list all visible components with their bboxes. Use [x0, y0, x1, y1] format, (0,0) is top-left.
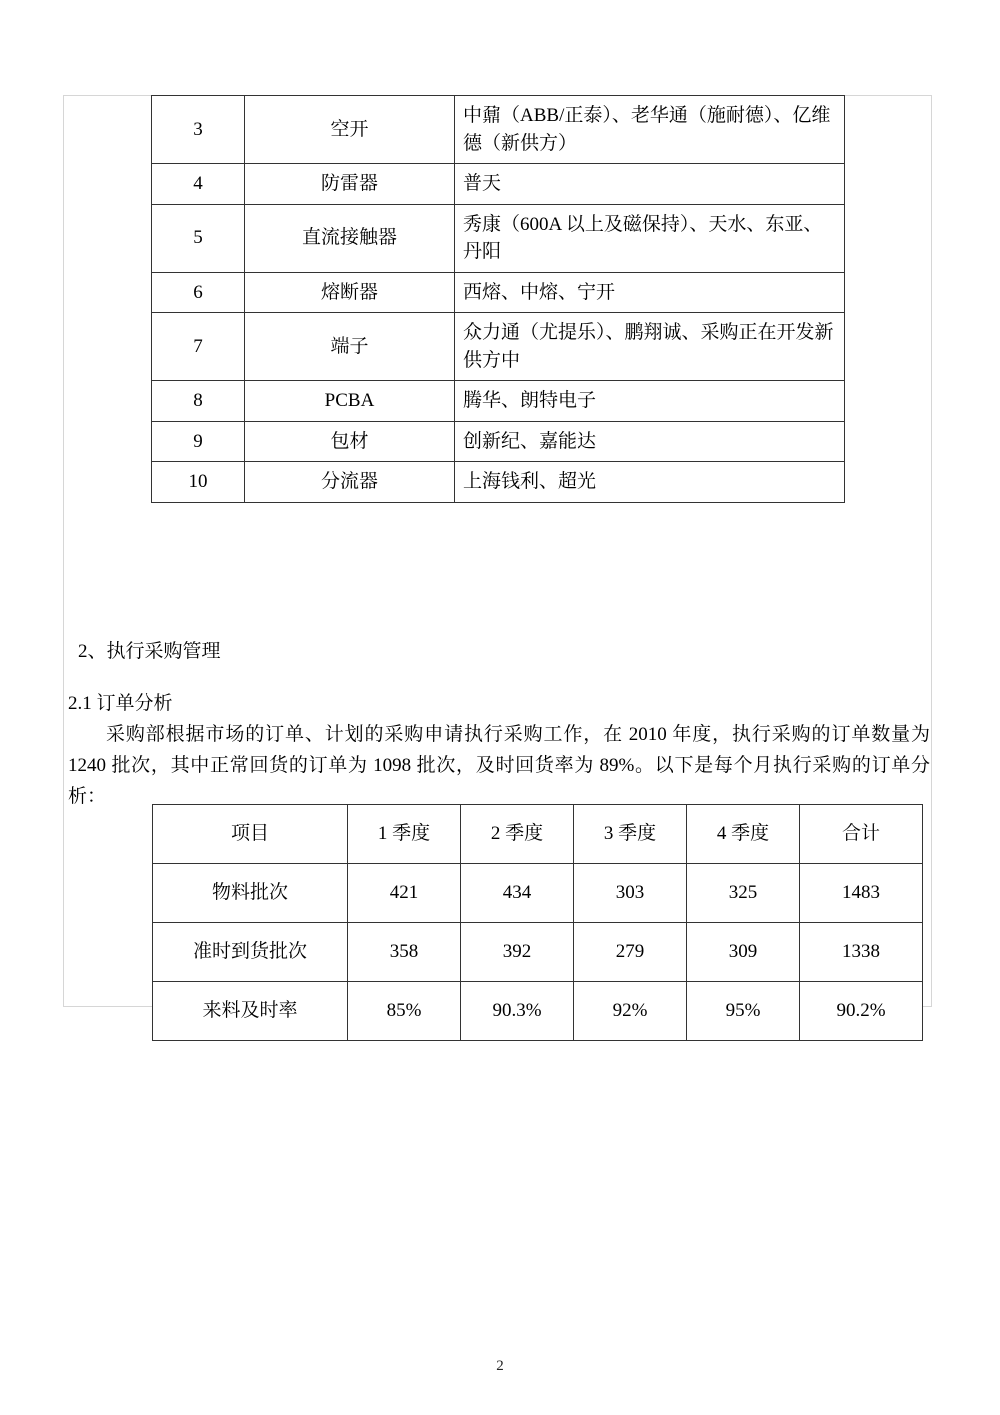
supplier-row-item: 防雷器 [245, 164, 455, 205]
order-cell-q2: 434 [461, 864, 574, 923]
order-cell-q4: 95% [687, 982, 800, 1041]
supplier-row-item: 直流接触器 [245, 204, 455, 272]
section-heading: 2、执行采购管理 [78, 641, 221, 662]
supplier-row-no: 4 [152, 164, 245, 205]
order-cell-q3: 303 [574, 864, 687, 923]
supplier-row-suppliers: 西熔、中熔、宁开 [455, 272, 845, 313]
table-row [152, 96, 845, 164]
order-header-q4: 4 季度 [687, 805, 800, 864]
supplier-row-item: PCBA [245, 381, 455, 422]
table-row [152, 462, 845, 503]
order-cell-q3: 279 [574, 923, 687, 982]
order-header-q2: 2 季度 [461, 805, 574, 864]
subsection-heading: 2.1 订单分析 [68, 693, 173, 714]
table-row [153, 982, 923, 1041]
supplier-row-suppliers: 上海钱利、超光 [455, 462, 845, 503]
order-cell-q1: 358 [348, 923, 461, 982]
order-header-q3: 3 季度 [574, 805, 687, 864]
supplier-row-suppliers: 创新纪、嘉能达 [455, 421, 845, 462]
supplier-row-no: 3 [152, 96, 245, 164]
body-paragraph: 采购部根据市场的订单、计划的采购申请执行采购工作，在 2010 年度，执行采购的订单数量为 1240 批次，其中正常回货的订单为 1098 批次，及时回货率为 89%。以下是每个月执行采购的订单分析： [68, 724, 935, 807]
table-row [152, 313, 845, 381]
supplier-row-no: 10 [152, 462, 245, 503]
table-row [153, 923, 923, 982]
order-header-total: 合计 [800, 805, 923, 864]
order-cell-q2: 392 [461, 923, 574, 982]
supplier-row-no: 5 [152, 204, 245, 272]
supplier-row-suppliers: 普天 [455, 164, 845, 205]
order-header-item: 项目 [153, 805, 348, 864]
supplier-row-suppliers: 众力通（尤提乐）、鹏翔诚、采购正在开发新供方中 [455, 313, 845, 381]
order-cell-q3: 92% [574, 982, 687, 1041]
order-row-label: 准时到货批次 [153, 923, 348, 982]
order-cell-q2: 90.3% [461, 982, 574, 1041]
supplier-row-item: 分流器 [245, 462, 455, 503]
table-header-row [153, 805, 923, 864]
supplier-row-item: 熔断器 [245, 272, 455, 313]
order-cell-q4: 309 [687, 923, 800, 982]
table-row [152, 164, 845, 205]
table-row [152, 204, 845, 272]
table-row [152, 272, 845, 313]
order-analysis-table [152, 804, 923, 1041]
order-cell-q4: 325 [687, 864, 800, 923]
supplier-row-suppliers: 中鼐（ABB/正泰）、老华通（施耐德）、亿维德（新供方） [455, 96, 845, 164]
supplier-row-suppliers: 秀康（600A 以上及磁保持）、天水、东亚、丹阳 [455, 204, 845, 272]
supplier-row-item: 包材 [245, 421, 455, 462]
order-row-label: 物料批次 [153, 864, 348, 923]
table-row [153, 864, 923, 923]
table-row [152, 381, 845, 422]
supplier-table [151, 95, 845, 503]
order-header-q1: 1 季度 [348, 805, 461, 864]
order-cell-q1: 421 [348, 864, 461, 923]
supplier-row-suppliers: 腾华、朗特电子 [455, 381, 845, 422]
supplier-row-no: 6 [152, 272, 245, 313]
order-cell-q1: 85% [348, 982, 461, 1041]
supplier-row-item: 空开 [245, 96, 455, 164]
order-cell-total: 90.2% [800, 982, 923, 1041]
order-cell-total: 1483 [800, 864, 923, 923]
table-row [152, 421, 845, 462]
supplier-row-no: 8 [152, 381, 245, 422]
supplier-row-item: 端子 [245, 313, 455, 381]
page-number: 2 [496, 1358, 504, 1374]
order-row-label: 来料及时率 [153, 982, 348, 1041]
order-cell-total: 1338 [800, 923, 923, 982]
supplier-row-no: 9 [152, 421, 245, 462]
supplier-row-no: 7 [152, 313, 245, 381]
